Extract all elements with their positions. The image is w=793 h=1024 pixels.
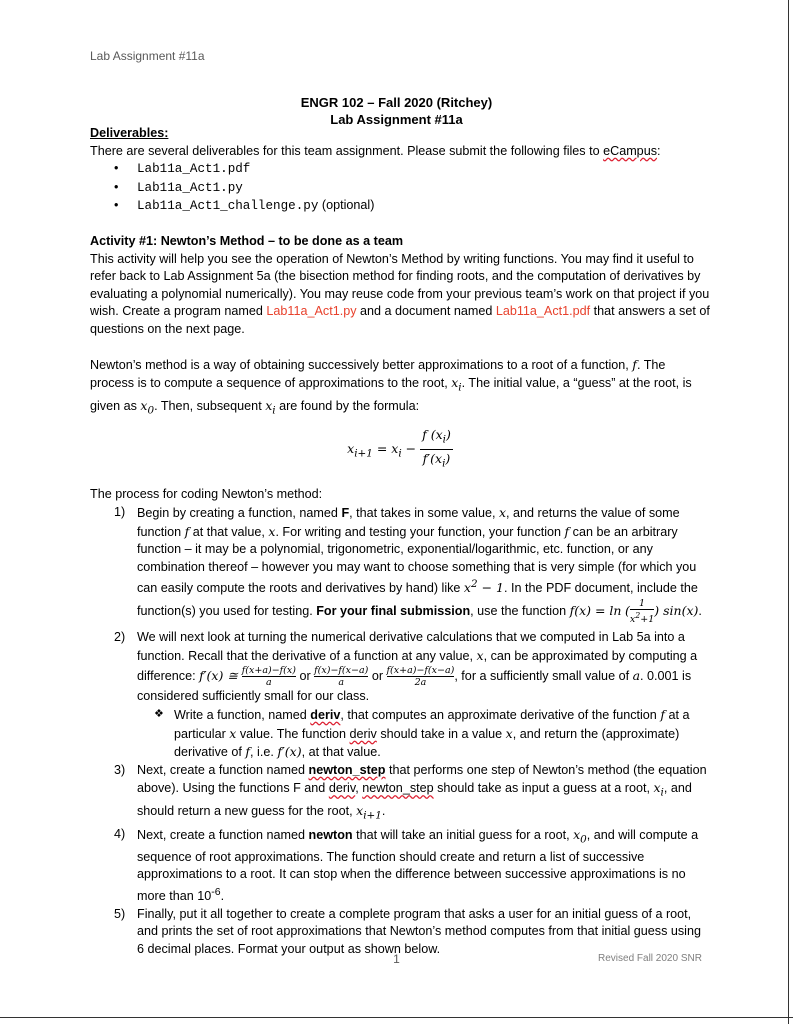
list-item: 1) Begin by creating a function, named F, that takes in some value, x, and returns the value of some function f at that value, x. For writing and testing your function, your function f can be an arbitrary function – it may be a polynomial, trigonometric, exponential/logarithmic, etc. function, or any combination thereof – however you may want to choose something that is very simple (for which you can easily compute the roots and derivatives by hand) like $x^2 - 1$. In the PDF document, include the function(s) you used for testing. For your final submission, use the function f(x) = ln ( $\frac{1}{x^2+1}$) sin(x). xyxy=(114,504,702,626)
process-heading: The process for coding Newton’s method: xyxy=(90,487,323,502)
list-item: 5) Finally, put it all together to create a complete program that asks a user for an initial guess of a root, and prints the set of root approximations that Newton’s method computes from that initial guess using 6 decimal places. Format your output as shown below. xyxy=(114,906,701,956)
list-item: 3) Next, create a function named newton_step that performs one step of Newton’s method (the equation above). Using the functions F and deriv, newton_step should take as input a guess at a root, $x_i$, and should return a new guess for the root, $x_{i+1}$. xyxy=(114,762,707,822)
newton-formula: $x_{i+1} = x_i$ − $\frac{f (x_i)}{f'(x_i)}$ xyxy=(347,427,451,470)
page-right-border xyxy=(788,0,789,1024)
list-item: 2) We will next look at turning the numerical derivative calculations that we computed in Lab 5a into a function. Recall that the derivative of a function at any value, x, can be approximated by computing a difference: f′(x) ≅ $\frac{f(x+a)-f(x)}{a}$ or $\frac{f(x)-f(x-a)}{a}$ or $\frac{f(x+a)-f(x-a)}{2a}$, for a sufficiently small value of a. 0.001 is considered sufficiently small for our class. ❖ Write a function, named deriv, that computes an approximate derivative of the function f at a particular x value. The function deriv should take in a value x, and return the (approximate) derivative of f, i.e. f′(x), at that value. xyxy=(90,629,710,762)
doc-title: ENGR 102 – Fall 2020 (Ritchey) xyxy=(300,95,493,110)
newton-description: Newton’s method is a way of obtaining successively better approximations to a root of a function, f. The process is to compute a sequence of approximations to the root, $x_i$. The initial value, a “guess” at the root, is given as $x_0$. Then, subsequent $x_i$ are found by the formula: xyxy=(90,356,692,417)
list-item: 4) Next, create a function named newton that will take an initial guess for a root, $x_0$, and will compute a sequence of root approximations. The function should create and return a list of successive approximations to a root. It can stop when the difference between successive approximations is no more than $10^{-6}$. xyxy=(114,826,699,903)
page-bottom-border xyxy=(0,1017,793,1018)
deliverables-intro: There are several deliverables for this team assignment. Please submit the following files to eCampus: xyxy=(90,143,661,158)
deliverables-heading: Deliverables: xyxy=(90,126,169,140)
doc-subtitle: Lab Assignment #11a xyxy=(330,112,463,127)
page-header: Lab Assignment #11a xyxy=(90,49,205,63)
revision-note: Revised Fall 2020 SNR xyxy=(598,953,702,964)
activity-heading: Activity #1: Newton’s Method – to be done as a team xyxy=(90,233,404,248)
steps-list xyxy=(90,504,710,958)
list-item: • Lab11a_Act1_challenge.py (optional) xyxy=(90,197,710,216)
list-item: • Lab11a_Act1.pdf xyxy=(90,160,710,179)
deliverables-list xyxy=(90,160,710,216)
deriv-subitem: ❖ Write a function, named deriv, that computes an approximate derivative of the function f at a particular x value. The function deriv should take in a value x, and return the (approximate) derivative of f, i.e. f′(x), at that value. xyxy=(137,706,710,762)
list-item: • Lab11a_Act1.py xyxy=(90,179,710,198)
page-number: 1 xyxy=(393,952,400,966)
main-content xyxy=(90,125,710,958)
activity-intro: This activity will help you see the operation of Newton’s Method by writing functions. You may find it useful to refer back to Lab Assignment 5a (the bisection method for finding roots, and the computation of derivatives by evaluating a polynomial numerically). You may reuse code from your previous team’s work on that project if you wish. Create a program named Lab11a_Act1.py and a document named Lab11a_Act1.pdf that answers a set of questions on the next page. xyxy=(90,251,710,336)
